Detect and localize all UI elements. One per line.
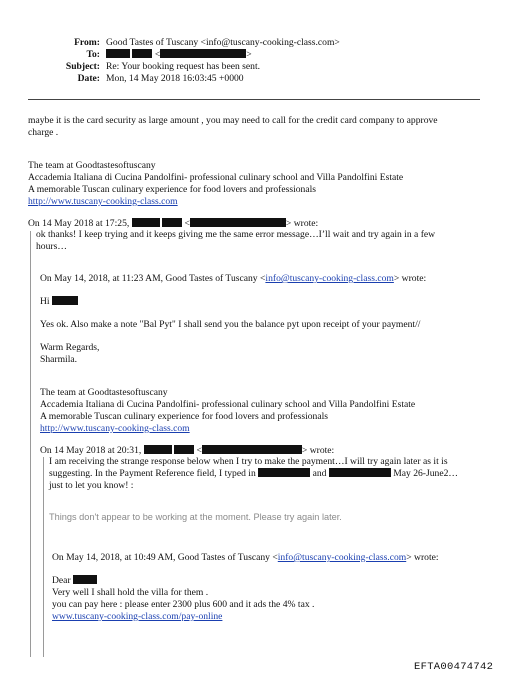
- redaction-block: [202, 445, 302, 454]
- date-value: Mon, 14 May 2018 16:03:45 +0000: [106, 73, 244, 84]
- to-close-bracket: >: [246, 49, 252, 60]
- quote-attribution: On 14 May 2018 at 20:31, < > wrote:: [40, 445, 335, 456]
- quote-bar: [30, 231, 31, 657]
- body-text: Very well I shall hold the villa for them .: [52, 587, 209, 598]
- redaction-block: [52, 296, 78, 305]
- redaction-block: [160, 49, 246, 58]
- quote-text: I am receiving the strange response below when I try to make the payment…I will try again later as it is: [49, 456, 448, 467]
- date-label: Date:: [77, 73, 100, 84]
- quote-attribution: On 14 May 2018 at 17:25, < > wrote:: [28, 218, 319, 229]
- pay-online-link[interactable]: www.tuscany-cooking-class.com/pay-online: [52, 611, 223, 622]
- redaction-block: [132, 218, 160, 227]
- body-text: charge .: [28, 127, 59, 138]
- signature-line: Accademia Italiana di Cucina Pandolfini- professional culinary school and Villa Pandolfini Estate: [40, 399, 416, 410]
- redaction-block: [258, 468, 310, 477]
- redaction-block: [73, 575, 97, 584]
- body-text: maybe it is the card security as large amount , you may need to call for the credit card company to approve: [28, 115, 438, 126]
- greeting: Dear: [52, 575, 97, 587]
- quote-text: ok thanks! I keep trying and it keeps giving me the same error message…I’ll wait and try again in a few: [36, 229, 436, 240]
- from-value: Good Tastes of Tuscany <info@tuscany-cooking-class.com>: [106, 37, 340, 48]
- quote-attribution: On May 14, 2018, at 11:23 AM, Good Tastes of Tuscany <info@tuscany-cooking-class.com> wrote:: [40, 273, 427, 284]
- website-link[interactable]: http://www.tuscany-cooking-class.com: [40, 423, 190, 434]
- closing: Warm Regards,: [40, 342, 100, 353]
- redaction-block: [174, 445, 194, 454]
- redaction-block: [144, 445, 172, 454]
- greeting: Hi: [40, 296, 78, 308]
- quote-attribution: On May 14, 2018, at 10:49 AM, Good Tastes of Tuscany <info@tuscany-cooking-class.com> wrote:: [52, 552, 439, 563]
- redaction-block: [329, 468, 391, 477]
- redaction-block: [106, 49, 130, 58]
- subject-label: Subject:: [65, 61, 100, 72]
- signature-line: A memorable Tuscan culinary experience for food lovers and professionals: [28, 184, 316, 195]
- from-label: From:: [74, 37, 100, 48]
- signature-line: A memorable Tuscan culinary experience for food lovers and professionals: [40, 411, 328, 422]
- sender-name: Sharmila.: [40, 354, 78, 365]
- to-value: [106, 49, 252, 61]
- signature-line: The team at Goodtastesoftuscany: [40, 387, 168, 398]
- body-text: Yes ok. Also make a note "Bal Pyt" I shall send you the balance pyt upon receipt of your payment//: [40, 319, 421, 330]
- redaction-block: [132, 49, 152, 58]
- header-divider: [28, 99, 480, 100]
- web-error-message: Things don't appear to be working at the moment. Please try again later.: [49, 512, 342, 522]
- redaction-block: [162, 218, 182, 227]
- email-link[interactable]: info@tuscany-cooking-class.com: [265, 273, 394, 284]
- document-id: EFTA00474742: [414, 661, 494, 673]
- signature-line: The team at Goodtastesoftuscany: [28, 160, 156, 171]
- email-link[interactable]: info@tuscany-cooking-class.com: [277, 552, 407, 563]
- to-open-bracket: <: [154, 49, 161, 60]
- quote-text: just to let you know! :: [49, 480, 134, 491]
- signature-line: Accademia Italiana di Cucina Pandolfini- professional culinary school and Villa Pandolfini Estate: [28, 172, 404, 183]
- quote-text: hours…: [36, 241, 67, 252]
- quote-text: suggesting. In the Payment Reference field, I typed in and May 26-June2…: [49, 468, 458, 479]
- redaction-block: [190, 218, 286, 227]
- subject-value: Re: Your booking request has been sent.: [106, 61, 261, 72]
- body-text: you can pay here : please enter 2300 plus 600 and it ads the 4% tax .: [52, 599, 315, 610]
- quote-bar: [43, 457, 44, 657]
- website-link[interactable]: http://www.tuscany-cooking-class.com: [28, 196, 178, 207]
- to-label: To:: [86, 49, 100, 60]
